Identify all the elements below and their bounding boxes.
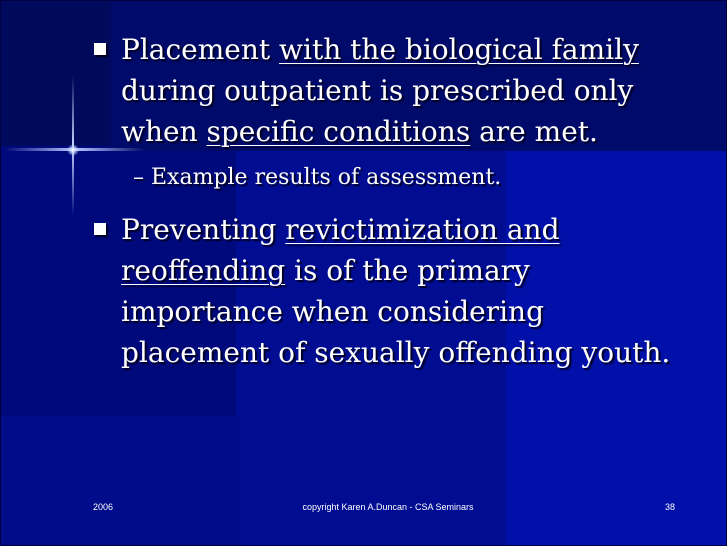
bullet-text: are met. bbox=[470, 115, 598, 148]
underlined-phrase: with the biological family bbox=[279, 33, 639, 66]
bullet-text: Preventing bbox=[121, 213, 286, 246]
sparkle-icon bbox=[67, 144, 79, 156]
underlined-phrase: revictimization and reoffending bbox=[121, 213, 560, 287]
footer-year: 2006 bbox=[93, 502, 114, 512]
bullet-item bbox=[93, 29, 693, 152]
square-bullet-icon bbox=[94, 223, 106, 235]
footer-copyright: copyright Karen A.Duncan - CSA Seminars bbox=[302, 502, 474, 512]
bullet-text: is of the primary importance when considering placement of sexually offending youth. bbox=[121, 254, 671, 369]
background-block bbox=[1, 416, 241, 546]
footer-page-number: 38 bbox=[665, 502, 676, 512]
underlined-phrase: specific conditions bbox=[206, 115, 471, 148]
bullet-text: during outpatient is prescribed only when bbox=[121, 74, 634, 148]
square-bullet-icon bbox=[94, 43, 106, 55]
slide-body bbox=[93, 29, 693, 373]
sub-bullet: – Example results of assessment. bbox=[133, 165, 502, 190]
bullet-text: Placement bbox=[121, 33, 280, 66]
bullet-item bbox=[93, 209, 693, 373]
